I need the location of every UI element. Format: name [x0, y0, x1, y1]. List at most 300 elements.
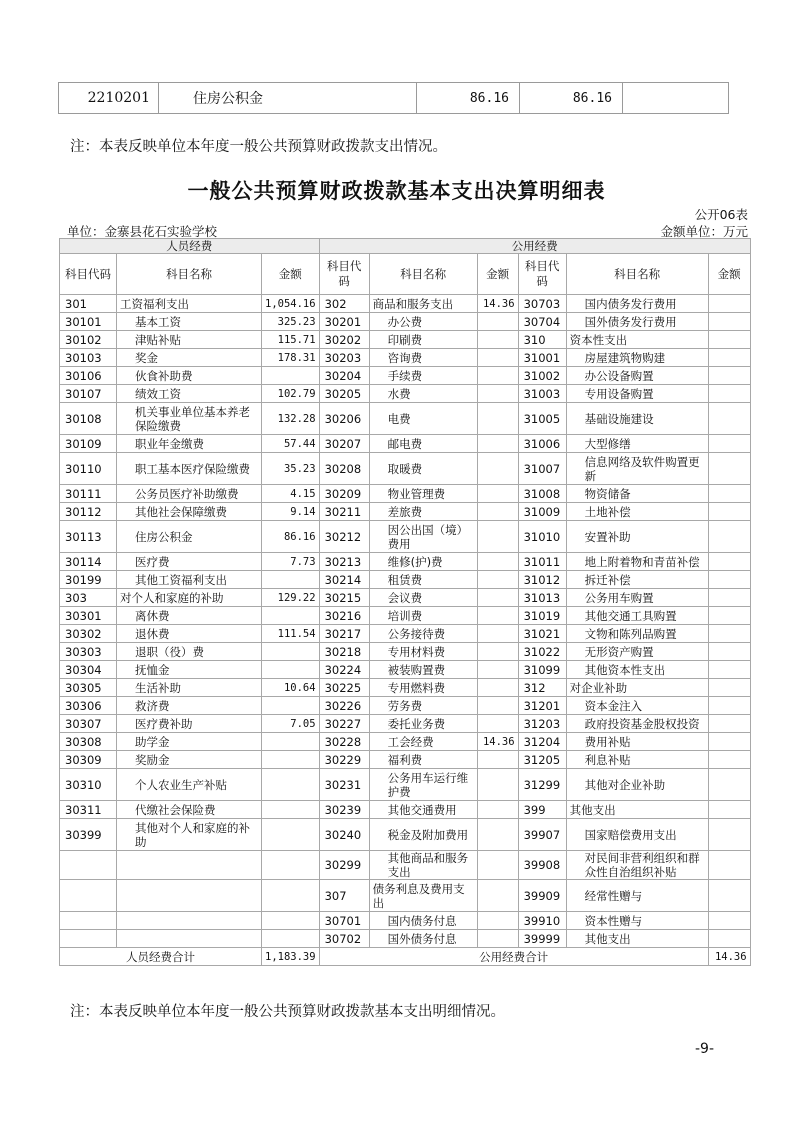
- item-amount: 7.05: [262, 715, 320, 733]
- item-amount: 10.64: [262, 679, 320, 697]
- item-name: 取暖费: [369, 453, 477, 485]
- item-amount: [708, 385, 750, 403]
- item-amount: [708, 331, 750, 349]
- item-amount: [708, 367, 750, 385]
- item-name: 大型修缮: [566, 435, 708, 453]
- item-name: 水费: [369, 385, 477, 403]
- item-name: 其他支出: [566, 930, 708, 948]
- item-name: 国外债务发行费用: [566, 313, 708, 331]
- item-code: 303: [60, 589, 117, 607]
- item-amount: [708, 453, 750, 485]
- item-amount: [477, 385, 518, 403]
- item-code: 30399: [60, 819, 117, 851]
- item-amount: [477, 589, 518, 607]
- item-amount: 86.16: [262, 521, 320, 553]
- item-name: 其他工资福利支出: [117, 571, 262, 589]
- item-amount: [477, 403, 518, 435]
- item-code: 30217: [319, 625, 369, 643]
- item-amount: [262, 930, 320, 948]
- item-name: 其他支出: [566, 801, 708, 819]
- item-name: 拆迁补偿: [566, 571, 708, 589]
- item-amount: [477, 503, 518, 521]
- item-name: 办公设备购置: [566, 367, 708, 385]
- table-row: [59, 83, 729, 114]
- item-code: 30702: [319, 930, 369, 948]
- item-code: 30101: [60, 313, 117, 331]
- item-code: 31005: [518, 403, 566, 435]
- item-amount: [262, 769, 320, 801]
- item-amount: [708, 912, 750, 930]
- item-name: 医疗费补助: [117, 715, 262, 733]
- item-amount: [477, 715, 518, 733]
- item-amount: [262, 661, 320, 679]
- item-code: 30304: [60, 661, 117, 679]
- item-name: [117, 912, 262, 930]
- page-title: 一般公共预算财政拨款基本支出决算明细表: [187, 179, 606, 203]
- item-code: 30103: [60, 349, 117, 367]
- item-code: 31201: [518, 697, 566, 715]
- item-amount: [477, 521, 518, 553]
- item-amount: [708, 661, 750, 679]
- item-amount: [262, 607, 320, 625]
- item-name: 土地补偿: [566, 503, 708, 521]
- item-code: 30111: [60, 485, 117, 503]
- item-name: 其他交通费用: [369, 801, 477, 819]
- item-amount: 115.71: [262, 331, 320, 349]
- item-name: 基础设施建设: [566, 403, 708, 435]
- note-top: 注：本表反映单位本年度一般公共预算财政拨款支出情况。: [70, 139, 447, 155]
- col-header-code: 科目代码: [518, 254, 566, 295]
- item-name: 其他资本性支出: [566, 661, 708, 679]
- item-amount: [477, 643, 518, 661]
- item-amount: [477, 912, 518, 930]
- item-amount: [262, 733, 320, 751]
- item-amount: [477, 880, 518, 912]
- item-name: 其他社会保障缴费: [117, 503, 262, 521]
- item-code: 31010: [518, 521, 566, 553]
- item-name: 其他对企业补助: [566, 769, 708, 801]
- item-amount: [708, 625, 750, 643]
- table-row: [60, 503, 751, 521]
- item-amount: [477, 930, 518, 948]
- item-code: 301: [60, 295, 117, 313]
- item-code: 30226: [319, 697, 369, 715]
- col-header-code: 科目代码: [319, 254, 369, 295]
- item-name: [117, 851, 262, 880]
- table-row: [60, 607, 751, 625]
- item-amount: 4.15: [262, 485, 320, 503]
- item-name: 代缴社会保险费: [117, 801, 262, 819]
- item-code: 31021: [518, 625, 566, 643]
- item-code: 30228: [319, 733, 369, 751]
- item-code: 30701: [319, 912, 369, 930]
- item-name: 奖金: [117, 349, 262, 367]
- item-amount: [477, 607, 518, 625]
- item-amount: 14.36: [477, 733, 518, 751]
- col-header-amount: 金额: [708, 254, 750, 295]
- item-name: 委托业务费: [369, 715, 477, 733]
- item-amount: [477, 661, 518, 679]
- item-code: 30216: [319, 607, 369, 625]
- item-name: 房屋建筑物购建: [566, 349, 708, 367]
- item-name: 奖励金: [117, 751, 262, 769]
- item-code: 39907: [518, 819, 566, 851]
- item-code: 30239: [319, 801, 369, 819]
- item-name: 退职（役）费: [117, 643, 262, 661]
- item-amount: [262, 801, 320, 819]
- item-amount: [708, 880, 750, 912]
- item-amount: 14.36: [477, 295, 518, 313]
- item-code: 31012: [518, 571, 566, 589]
- item-name: 信息网络及软件购置更新: [566, 453, 708, 485]
- item-name: 维修(护)费: [369, 553, 477, 571]
- table-row: [60, 733, 751, 751]
- table-row: [60, 643, 751, 661]
- item-amount: 35.23: [262, 453, 320, 485]
- table-row: [60, 851, 751, 880]
- item-code: 31299: [518, 769, 566, 801]
- item-amount: [262, 851, 320, 880]
- table-row: [60, 295, 751, 313]
- item-code: 30107: [60, 385, 117, 403]
- item-name: 生活补助: [117, 679, 262, 697]
- item-name: 会议费: [369, 589, 477, 607]
- public-total-label: 公用经费合计: [319, 948, 708, 966]
- unit-label: 单位：金寨县花石实验学校: [67, 224, 218, 239]
- item-code: 31003: [518, 385, 566, 403]
- item-code: 307: [319, 880, 369, 912]
- item-amount: 9.14: [262, 503, 320, 521]
- item-code: 31001: [518, 349, 566, 367]
- top-row-code: 2210201: [59, 83, 159, 114]
- item-code: 30704: [518, 313, 566, 331]
- item-name: 对个人和家庭的补助: [117, 589, 262, 607]
- item-code: 30215: [319, 589, 369, 607]
- item-code: 30109: [60, 435, 117, 453]
- table-row: [60, 589, 751, 607]
- item-code: 30302: [60, 625, 117, 643]
- item-code: 30218: [319, 643, 369, 661]
- item-code: 30205: [319, 385, 369, 403]
- item-name: 救济费: [117, 697, 262, 715]
- table-row: [60, 930, 751, 948]
- page-number: -9-: [695, 1041, 715, 1057]
- item-code: 31203: [518, 715, 566, 733]
- item-name: 公务接待费: [369, 625, 477, 643]
- item-code: 30229: [319, 751, 369, 769]
- item-code: 30311: [60, 801, 117, 819]
- item-amount: [708, 349, 750, 367]
- item-name: 因公出国（境）费用: [369, 521, 477, 553]
- item-code: 30207: [319, 435, 369, 453]
- table-row: [60, 349, 751, 367]
- top-row-name: 住房公积金: [159, 83, 417, 114]
- item-code: [60, 880, 117, 912]
- table-row: [60, 661, 751, 679]
- item-amount: [708, 403, 750, 435]
- table-row: [60, 367, 751, 385]
- item-name: 邮电费: [369, 435, 477, 453]
- item-amount: [477, 819, 518, 851]
- table-row: [60, 751, 751, 769]
- item-amount: [708, 571, 750, 589]
- item-code: 30203: [319, 349, 369, 367]
- item-name: 电费: [369, 403, 477, 435]
- table-row: [60, 313, 751, 331]
- item-name: 资本金注入: [566, 697, 708, 715]
- item-name: 抚恤金: [117, 661, 262, 679]
- item-amount: [477, 751, 518, 769]
- item-amount: [477, 571, 518, 589]
- item-name: 退休费: [117, 625, 262, 643]
- item-code: 31205: [518, 751, 566, 769]
- col-header-code: 科目代码: [60, 254, 117, 295]
- item-code: 30214: [319, 571, 369, 589]
- item-name: 公务用车运行维护费: [369, 769, 477, 801]
- item-code: [60, 912, 117, 930]
- item-name: 其他交通工具购置: [566, 607, 708, 625]
- col-header-amount: 金额: [477, 254, 518, 295]
- item-code: 30113: [60, 521, 117, 553]
- item-amount: [477, 349, 518, 367]
- table-row: [60, 571, 751, 589]
- item-code: 31007: [518, 453, 566, 485]
- item-code: 30306: [60, 697, 117, 715]
- item-amount: [477, 697, 518, 715]
- item-name: 其他对个人和家庭的补助: [117, 819, 262, 851]
- item-name: 机关事业单位基本养老保险缴费: [117, 403, 262, 435]
- item-name: 国内债务发行费用: [566, 295, 708, 313]
- item-amount: [708, 295, 750, 313]
- item-name: 工资福利支出: [117, 295, 262, 313]
- item-name: 基本工资: [117, 313, 262, 331]
- item-code: 30206: [319, 403, 369, 435]
- personnel-total-value: 1,183.39: [262, 948, 320, 966]
- item-code: 31011: [518, 553, 566, 571]
- item-name: 对企业补助: [566, 679, 708, 697]
- item-amount: [708, 553, 750, 571]
- item-name: 公务员医疗补助缴费: [117, 485, 262, 503]
- item-amount: 102.79: [262, 385, 320, 403]
- item-amount: [708, 485, 750, 503]
- money-unit-label: 金额单位：万元: [660, 224, 748, 239]
- item-code: 31019: [518, 607, 566, 625]
- item-amount: 7.73: [262, 553, 320, 571]
- item-amount: [477, 769, 518, 801]
- top-row-amount1: 86.16: [417, 83, 520, 114]
- item-amount: 111.54: [262, 625, 320, 643]
- item-code: 30211: [319, 503, 369, 521]
- item-name: 租赁费: [369, 571, 477, 589]
- table-row: [60, 697, 751, 715]
- table-row: [60, 485, 751, 503]
- item-code: 30213: [319, 553, 369, 571]
- item-amount: [708, 643, 750, 661]
- item-name: 物资储备: [566, 485, 708, 503]
- item-name: 对民间非营利组织和群众性自治组织补贴: [566, 851, 708, 880]
- item-amount: 129.22: [262, 589, 320, 607]
- item-amount: [708, 733, 750, 751]
- table-row: [60, 801, 751, 819]
- item-name: 伙食补助费: [117, 367, 262, 385]
- table-row: [60, 679, 751, 697]
- item-amount: [477, 679, 518, 697]
- item-code: 30208: [319, 453, 369, 485]
- item-name: 其他商品和服务支出: [369, 851, 477, 880]
- table-body: [60, 295, 751, 948]
- item-amount: [477, 331, 518, 349]
- item-amount: [262, 912, 320, 930]
- item-code: 31022: [518, 643, 566, 661]
- item-code: 30212: [319, 521, 369, 553]
- item-name: 债务利息及费用支出: [369, 880, 477, 912]
- item-name: 专用设备购置: [566, 385, 708, 403]
- item-code: 312: [518, 679, 566, 697]
- group-header-public: 公用经费: [319, 239, 750, 254]
- item-name: 政府投资基金股权投资: [566, 715, 708, 733]
- item-code: 30231: [319, 769, 369, 801]
- col-header-name: 科目名称: [566, 254, 708, 295]
- table-row: [60, 880, 751, 912]
- item-name: 工会经费: [369, 733, 477, 751]
- table-row: [60, 715, 751, 733]
- item-code: 30106: [60, 367, 117, 385]
- item-code: 30199: [60, 571, 117, 589]
- item-code: 30310: [60, 769, 117, 801]
- previous-table-fragment: [58, 82, 729, 114]
- item-code: 30114: [60, 553, 117, 571]
- item-name: 培训费: [369, 607, 477, 625]
- item-code: 30309: [60, 751, 117, 769]
- item-amount: [262, 751, 320, 769]
- item-name: 差旅费: [369, 503, 477, 521]
- item-name: 住房公积金: [117, 521, 262, 553]
- item-amount: [708, 801, 750, 819]
- item-name: 咨询费: [369, 349, 477, 367]
- item-name: 国内债务付息: [369, 912, 477, 930]
- item-name: 安置补助: [566, 521, 708, 553]
- item-name: 地上附着物和青苗补偿: [566, 553, 708, 571]
- item-name: [117, 880, 262, 912]
- item-amount: [477, 801, 518, 819]
- item-code: 399: [518, 801, 566, 819]
- item-name: 助学金: [117, 733, 262, 751]
- table-number: 公开06表: [694, 207, 748, 222]
- note-bottom: 注：本表反映单位本年度一般公共预算财政拨款基本支出明细情况。: [70, 1004, 505, 1020]
- public-total-value: 14.36: [708, 948, 750, 966]
- item-amount: [708, 751, 750, 769]
- item-name: 个人农业生产补贴: [117, 769, 262, 801]
- item-amount: [708, 607, 750, 625]
- item-name: 专用材料费: [369, 643, 477, 661]
- item-amount: [262, 819, 320, 851]
- totals-row: [60, 948, 751, 966]
- item-name: 费用补贴: [566, 733, 708, 751]
- item-code: 39909: [518, 880, 566, 912]
- item-code: 30227: [319, 715, 369, 733]
- item-code: 302: [319, 295, 369, 313]
- item-code: 30240: [319, 819, 369, 851]
- item-name: 资本性赠与: [566, 912, 708, 930]
- item-name: 经常性赠与: [566, 880, 708, 912]
- item-code: 30201: [319, 313, 369, 331]
- item-name: 津贴补贴: [117, 331, 262, 349]
- item-name: 商品和服务支出: [369, 295, 477, 313]
- table-row: [60, 769, 751, 801]
- table-row: [60, 912, 751, 930]
- column-header-row: [60, 254, 751, 295]
- item-name: 税金及附加费用: [369, 819, 477, 851]
- item-code: [60, 930, 117, 948]
- item-name: 资本性支出: [566, 331, 708, 349]
- item-name: 福利费: [369, 751, 477, 769]
- item-code: 39908: [518, 851, 566, 880]
- item-amount: [708, 589, 750, 607]
- item-code: 31013: [518, 589, 566, 607]
- item-name: 离休费: [117, 607, 262, 625]
- item-code: 31002: [518, 367, 566, 385]
- item-amount: 178.31: [262, 349, 320, 367]
- personnel-total-label: 人员经费合计: [60, 948, 262, 966]
- item-name: 公务用车购置: [566, 589, 708, 607]
- expenditure-detail-table: [59, 238, 751, 966]
- item-name: 无形资产购置: [566, 643, 708, 661]
- item-amount: [708, 715, 750, 733]
- item-name: 印刷费: [369, 331, 477, 349]
- top-row-amount2: 86.16: [520, 83, 623, 114]
- item-name: 文物和陈列品购置: [566, 625, 708, 643]
- item-code: 31099: [518, 661, 566, 679]
- item-name: 医疗费: [117, 553, 262, 571]
- group-header-row: [60, 239, 751, 254]
- item-amount: [708, 435, 750, 453]
- item-code: 30112: [60, 503, 117, 521]
- item-code: 30299: [319, 851, 369, 880]
- item-name: 手续费: [369, 367, 477, 385]
- item-amount: [262, 880, 320, 912]
- item-code: 31204: [518, 733, 566, 751]
- item-code: 30224: [319, 661, 369, 679]
- item-amount: [708, 769, 750, 801]
- item-code: 31008: [518, 485, 566, 503]
- item-name: 被装购置费: [369, 661, 477, 679]
- item-amount: [477, 851, 518, 880]
- item-name: [117, 930, 262, 948]
- item-code: 30209: [319, 485, 369, 503]
- item-amount: [262, 571, 320, 589]
- item-amount: [477, 367, 518, 385]
- item-name: 国家赔偿费用支出: [566, 819, 708, 851]
- item-amount: [262, 697, 320, 715]
- item-name: 办公费: [369, 313, 477, 331]
- item-amount: [708, 503, 750, 521]
- item-code: 30301: [60, 607, 117, 625]
- col-header-amount: 金额: [262, 254, 320, 295]
- item-code: 30308: [60, 733, 117, 751]
- item-amount: [708, 521, 750, 553]
- item-amount: [708, 679, 750, 697]
- item-name: 利息补贴: [566, 751, 708, 769]
- item-name: 绩效工资: [117, 385, 262, 403]
- item-amount: [477, 453, 518, 485]
- item-code: 39910: [518, 912, 566, 930]
- col-header-name: 科目名称: [369, 254, 477, 295]
- item-amount: [477, 485, 518, 503]
- item-code: 30307: [60, 715, 117, 733]
- item-amount: 132.28: [262, 403, 320, 435]
- top-row-blank: [623, 83, 729, 114]
- item-amount: [708, 819, 750, 851]
